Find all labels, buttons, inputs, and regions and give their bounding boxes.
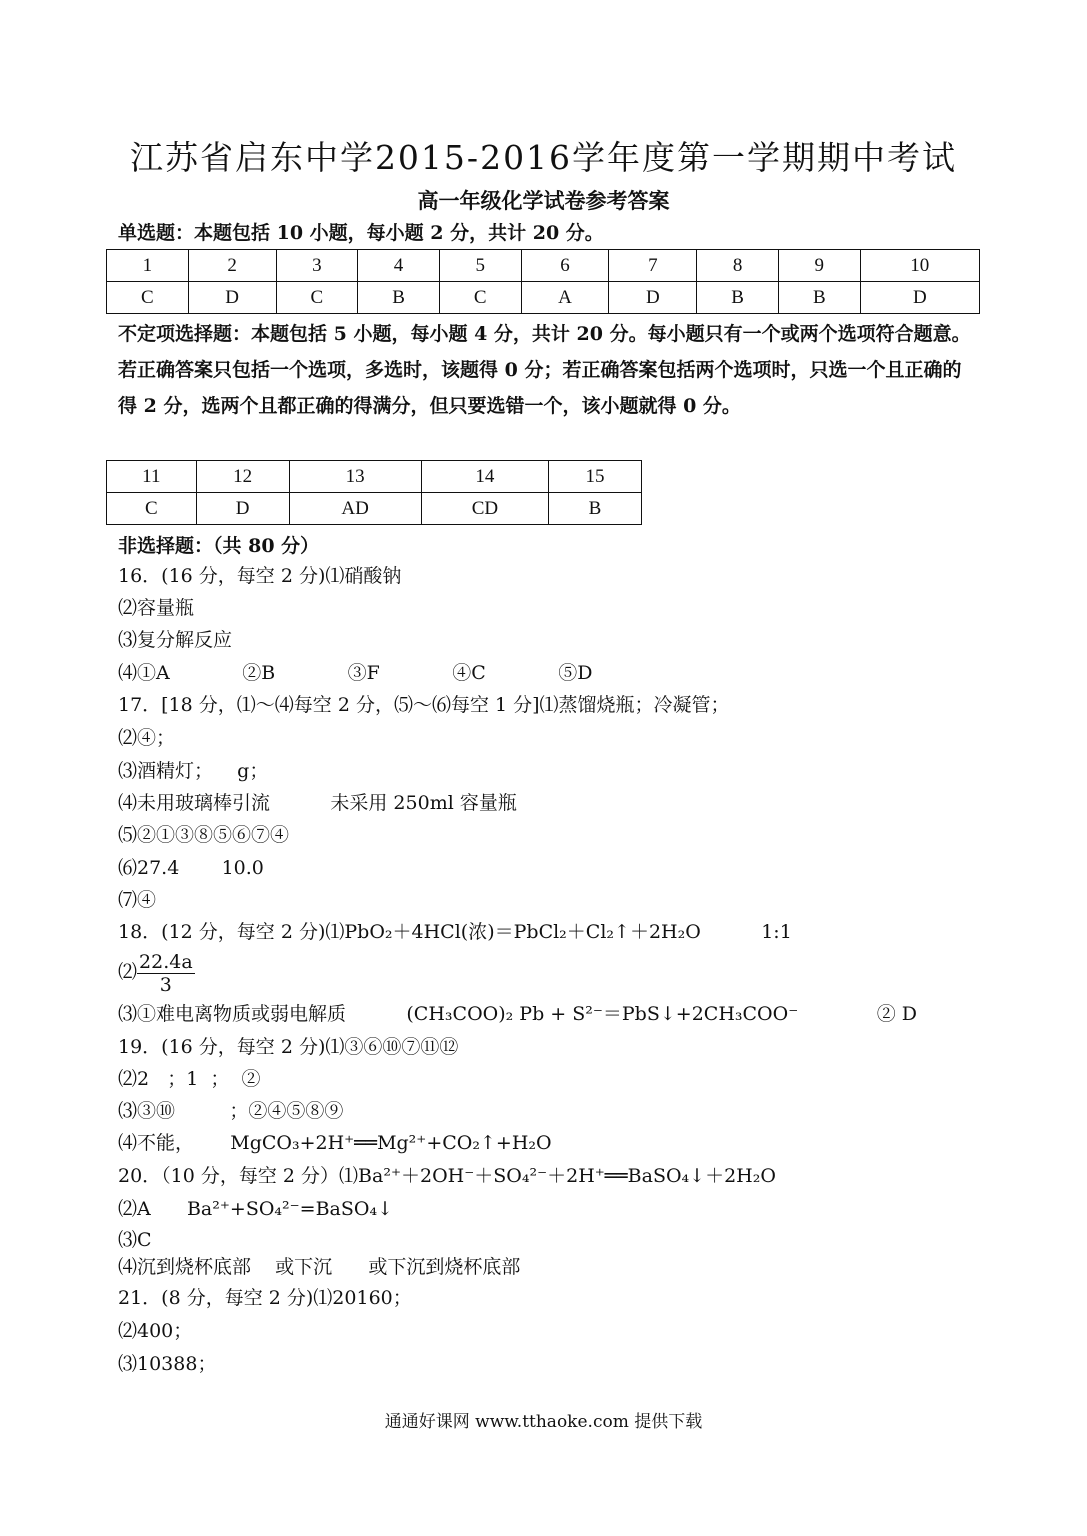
answer-line: ⑵A Ba²⁺+SO₄²⁻=BaSO₄↓ — [118, 1198, 394, 1220]
answer-line: ⑶酒精灯； g； — [118, 760, 269, 782]
table-cell: 12 — [196, 461, 289, 493]
table-cell: B — [549, 493, 642, 525]
table-cell: D — [860, 282, 979, 314]
table-cell: 9 — [778, 250, 860, 282]
table-cell: D — [196, 493, 289, 525]
table-cell: D — [609, 282, 697, 314]
answer-line: ⑹27.4 10.0 — [118, 857, 264, 879]
answer-line: ⑶10388； — [118, 1353, 217, 1375]
answer-line: 16．(16 分，每空 2 分)⑴硝酸钠 — [118, 565, 402, 587]
table-row — [107, 282, 980, 314]
table-row — [107, 250, 980, 282]
table-cell: D — [188, 282, 276, 314]
footer-source: 通通好课网 www.tthaoke.com 提供下载 — [384, 1412, 703, 1432]
answer-line: ⑺④ — [118, 889, 157, 911]
table-cell: C — [439, 282, 521, 314]
answer-line: ⑶复分解反应 — [118, 629, 233, 651]
page-title: 江苏省启东中学2015-2016学年度第一学期期中考试 — [129, 138, 958, 177]
table-cell: 13 — [289, 461, 421, 493]
answer-line: ⑶C — [118, 1229, 152, 1251]
answer-line: ⑶③⑩ ；②④⑤⑧⑨ — [118, 1100, 344, 1122]
table-cell: B — [778, 282, 860, 314]
table-cell: 11 — [107, 461, 197, 493]
table-cell: 15 — [549, 461, 642, 493]
table-cell: 4 — [358, 250, 440, 282]
page-subtitle: 高一年级化学试卷参考答案 — [417, 188, 670, 213]
answer-line: ⑵400； — [118, 1320, 193, 1342]
answer-table-2 — [106, 460, 642, 525]
table-cell: A — [521, 282, 609, 314]
table-cell: 2 — [188, 250, 276, 282]
fraction: $\frac{22.4a}{3}$ — [139, 950, 193, 996]
answer-line: ⑷①A ②B ③F ④C ⑤D — [118, 662, 593, 684]
section3-heading: 非选择题：（共 80 分） — [118, 535, 320, 557]
table-row — [107, 461, 642, 493]
table-cell: 5 — [439, 250, 521, 282]
answer-line: ⑵容量瓶 — [118, 597, 195, 619]
answer-line: ⑶①难电离物质或弱电解质 (CH₃COO)₂ Pb + S²⁻＝PbS↓+2CH₃COO⁻ ② D — [118, 1003, 918, 1025]
table-cell: CD — [421, 493, 548, 525]
table-cell: 14 — [421, 461, 548, 493]
section1-heading: 单选题：本题包括 10 小题，每小题 2 分，共计 20 分。 — [118, 222, 604, 244]
answer-line: ⑷沉到烧杯底部 或下沉 或下沉到烧杯底部 — [118, 1256, 521, 1278]
table-cell: 3 — [276, 250, 358, 282]
table-cell: 1 — [107, 250, 189, 282]
table-cell: B — [697, 282, 779, 314]
table-cell: B — [358, 282, 440, 314]
table-cell: 8 — [697, 250, 779, 282]
answer-line: ⑷未用玻璃棒引流 未采用 250ml 容量瓶 — [118, 792, 517, 814]
table-cell: C — [107, 493, 197, 525]
table-cell: 6 — [521, 250, 609, 282]
answer-line: 19．(16 分，每空 2 分)⑴③⑥⑩⑦⑪⑫ — [118, 1036, 459, 1058]
table-row — [107, 493, 642, 525]
table-cell: C — [107, 282, 189, 314]
section2-instructions: 不定项选择题：本题包括 5 小题，每小题 4 分，共计 20 分。每小题只有一个或两个选项符合题意。若正确答案只包括一个选项，多选时，该题得 0 分；若正确答案包括两个选项时，只选一个且正确的得 2 分，选两个且都正确的得满分，但只要选错一个，该小题就得 0 分。 — [118, 323, 971, 417]
answer-line: 17．[18 分，⑴～⑷每空 2 分，⑸～⑹每空 1 分]⑴蒸馏烧瓶；冷凝管； — [118, 694, 730, 716]
answer-line: 20．（10 分，每空 2 分）⑴Ba²⁺＋2OH⁻＋SO₄²⁻＋2H⁺══BaSO₄↓＋2H₂O — [118, 1165, 776, 1187]
answer-line: ⑵④； — [118, 727, 176, 749]
answer-line: 18．(12 分，每空 2 分)⑴PbO₂＋4HCl(浓)＝PbCl₂＋Cl₂↑＋2H₂O 1:1 — [118, 921, 792, 943]
answer-line: ⑸②①③⑧⑤⑥⑦④ — [118, 824, 290, 846]
answer-line-fraction: ⑵ $\frac{22.4a}{3}$ — [118, 950, 193, 996]
answer-table-1 — [106, 249, 980, 314]
table-cell: 7 — [609, 250, 697, 282]
table-cell: AD — [289, 493, 421, 525]
table-cell: C — [276, 282, 358, 314]
answer-line: ⑵2 ；1 ； ② — [118, 1068, 261, 1090]
answer-line: ⑷不能， MgCO₃+2H⁺══Mg²⁺+CO₂↑+H₂O — [118, 1132, 552, 1154]
answer-line: 21．(8 分，每空 2 分)⑴20160； — [118, 1287, 412, 1309]
table-cell: 10 — [860, 250, 979, 282]
